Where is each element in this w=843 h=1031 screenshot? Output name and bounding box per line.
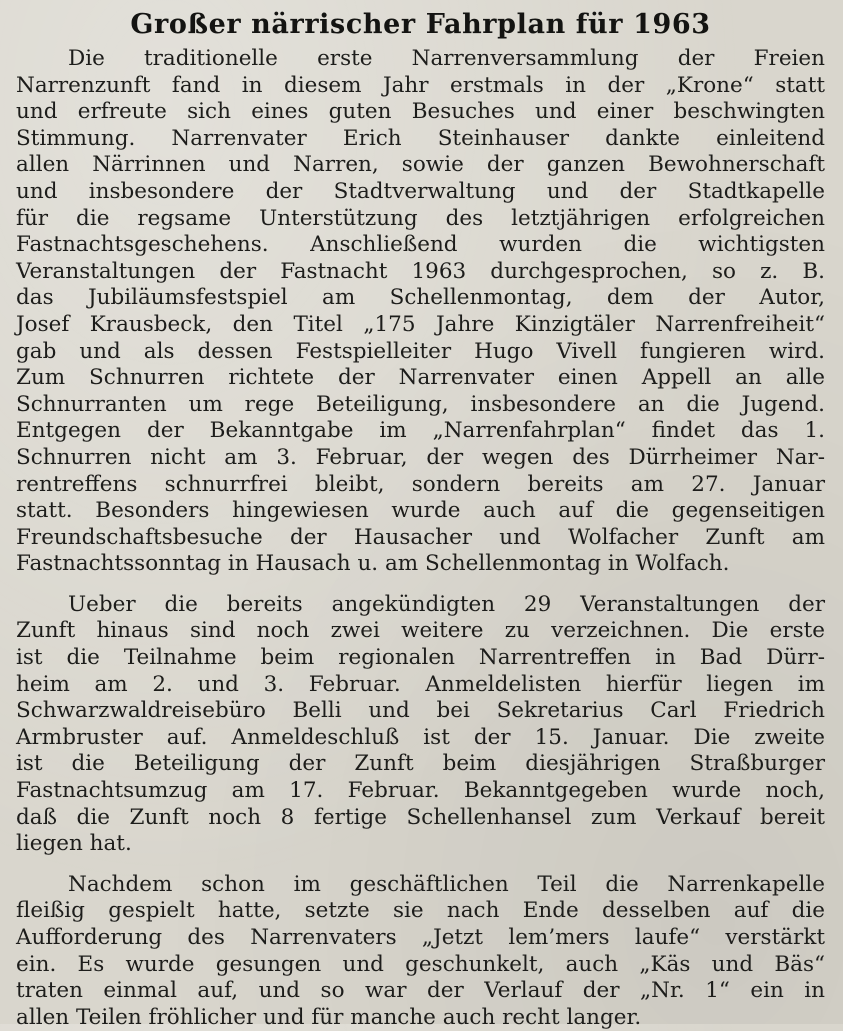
text-line: daß die Zunft noch 8 fertige Schellenhansel zum Verkauf bereit <box>16 804 825 830</box>
text-line: Nachdem schon im geschäftlichen Teil die Narrenkapelle <box>68 871 825 897</box>
article-headline: Großer närrischer Fahrplan für 1963 <box>130 9 711 40</box>
article-paragraph <box>16 872 825 1031</box>
text-line: Aufforderung des Narrenvaters „Jetzt lem’mers laufe“ verstärkt <box>16 925 825 950</box>
text-line: allen Närrinnen und Narren, sowie der ganzen Bewohnerschaft <box>16 152 825 178</box>
text-line: traten einmal auf, und so war der Verlauf der „Nr. 1“ ein in <box>16 978 825 1004</box>
text-line: Stimmung. Narrenvater Erich Steinhauser dankte einleitend <box>16 125 825 151</box>
text-line: Fastnachtsgeschehens. Anschließend wurden die wichtigsten <box>16 232 825 258</box>
text-line: liegen hat. <box>16 831 132 857</box>
text-line: ist die Beteiligung der Zunft beim diesjährigen Straßburger <box>16 751 825 777</box>
text-line: Fastnachtssonntag in Hausach u. am Schellenmontag in Wolfach. <box>16 551 730 577</box>
text-line: Die traditionelle erste Narrenversammlung der Freien <box>68 46 825 71</box>
text-line: Armbruster auf. Anmeldeschluß ist der 15. Januar. Die zweite <box>16 724 825 750</box>
text-line: und insbesondere der Stadtverwaltung und der Stadtkapelle <box>16 178 825 204</box>
text-line: ein. Es wurde gesungen und geschunkelt, auch „Käs und Bäs“ <box>16 951 825 977</box>
text-line: Freundschaftsbesuche der Hausacher und Wolfacher Zunft am <box>16 524 825 550</box>
text-line: Narrenzunft fand in diesem Jahr erstmals in der „Krone“ statt <box>16 72 825 98</box>
text-line: und erfreute sich eines guten Besuches und einer beschwingten <box>16 99 825 125</box>
text-line: Entgegen der Bekanntgabe im „Narrenfahrplan“ findet das 1. <box>16 418 825 444</box>
text-line: heim am 2. und 3. Februar. Anmeldelisten hierfür liegen im <box>16 671 825 697</box>
text-line: Schnurren nicht am 3. Februar, der wegen des Dürrheimer Nar- <box>16 444 825 470</box>
text-line: Veranstaltungen der Fastnacht 1963 durchgesprochen, so z. B. <box>16 258 825 284</box>
text-line: Schnurranten um rege Beteiligung, insbesondere an die Jugend. <box>16 391 825 417</box>
text-line: Josef Krausbeck, den Titel „175 Jahre Kinzigtäler Narrenfreiheit“ <box>16 311 825 337</box>
article-body <box>16 46 825 1031</box>
text-line: rentreffens schnurrfrei bleibt, sondern bereits am 27. Januar <box>16 471 825 497</box>
text-line: statt. Besonders hingewiesen wurde auch auf die gegenseitigen <box>16 498 825 524</box>
article-paragraph <box>16 46 825 578</box>
text-line: Zum Schnurren richtete der Narrenvater einen Appell an alle <box>16 365 825 391</box>
text-line: gab und als dessen Festspielleiter Hugo Vivell fungieren wird. <box>16 338 825 364</box>
text-line: Fastnachtsumzug am 17. Februar. Bekanntgegeben wurde noch, <box>16 778 825 804</box>
text-line: fleißig gespielt hatte, setzte sie nach Ende desselben auf die <box>16 898 825 924</box>
text-line: Zunft hinaus sind noch zwei weitere zu verzeichnen. Die erste <box>16 618 825 644</box>
text-line: Schwarzwaldreisebüro Belli und bei Sekretarius Carl Friedrich <box>16 698 825 724</box>
text-line: ist die Teilnahme beim regionalen Narrentreffen in Bad Dürr- <box>16 645 825 671</box>
article-paragraph <box>16 592 825 858</box>
text-line: das Jubiläumsfestspiel am Schellenmontag, dem der Autor, <box>16 285 825 311</box>
text-line: allen Teilen fröhlicher und für manche auch recht langer. <box>16 1004 642 1030</box>
text-line: für die regsame Unterstützung des letztjährigen erfolgreichen <box>16 205 825 231</box>
text-line: Ueber die bereits angekündigten 29 Veranstaltungen der <box>68 591 825 617</box>
